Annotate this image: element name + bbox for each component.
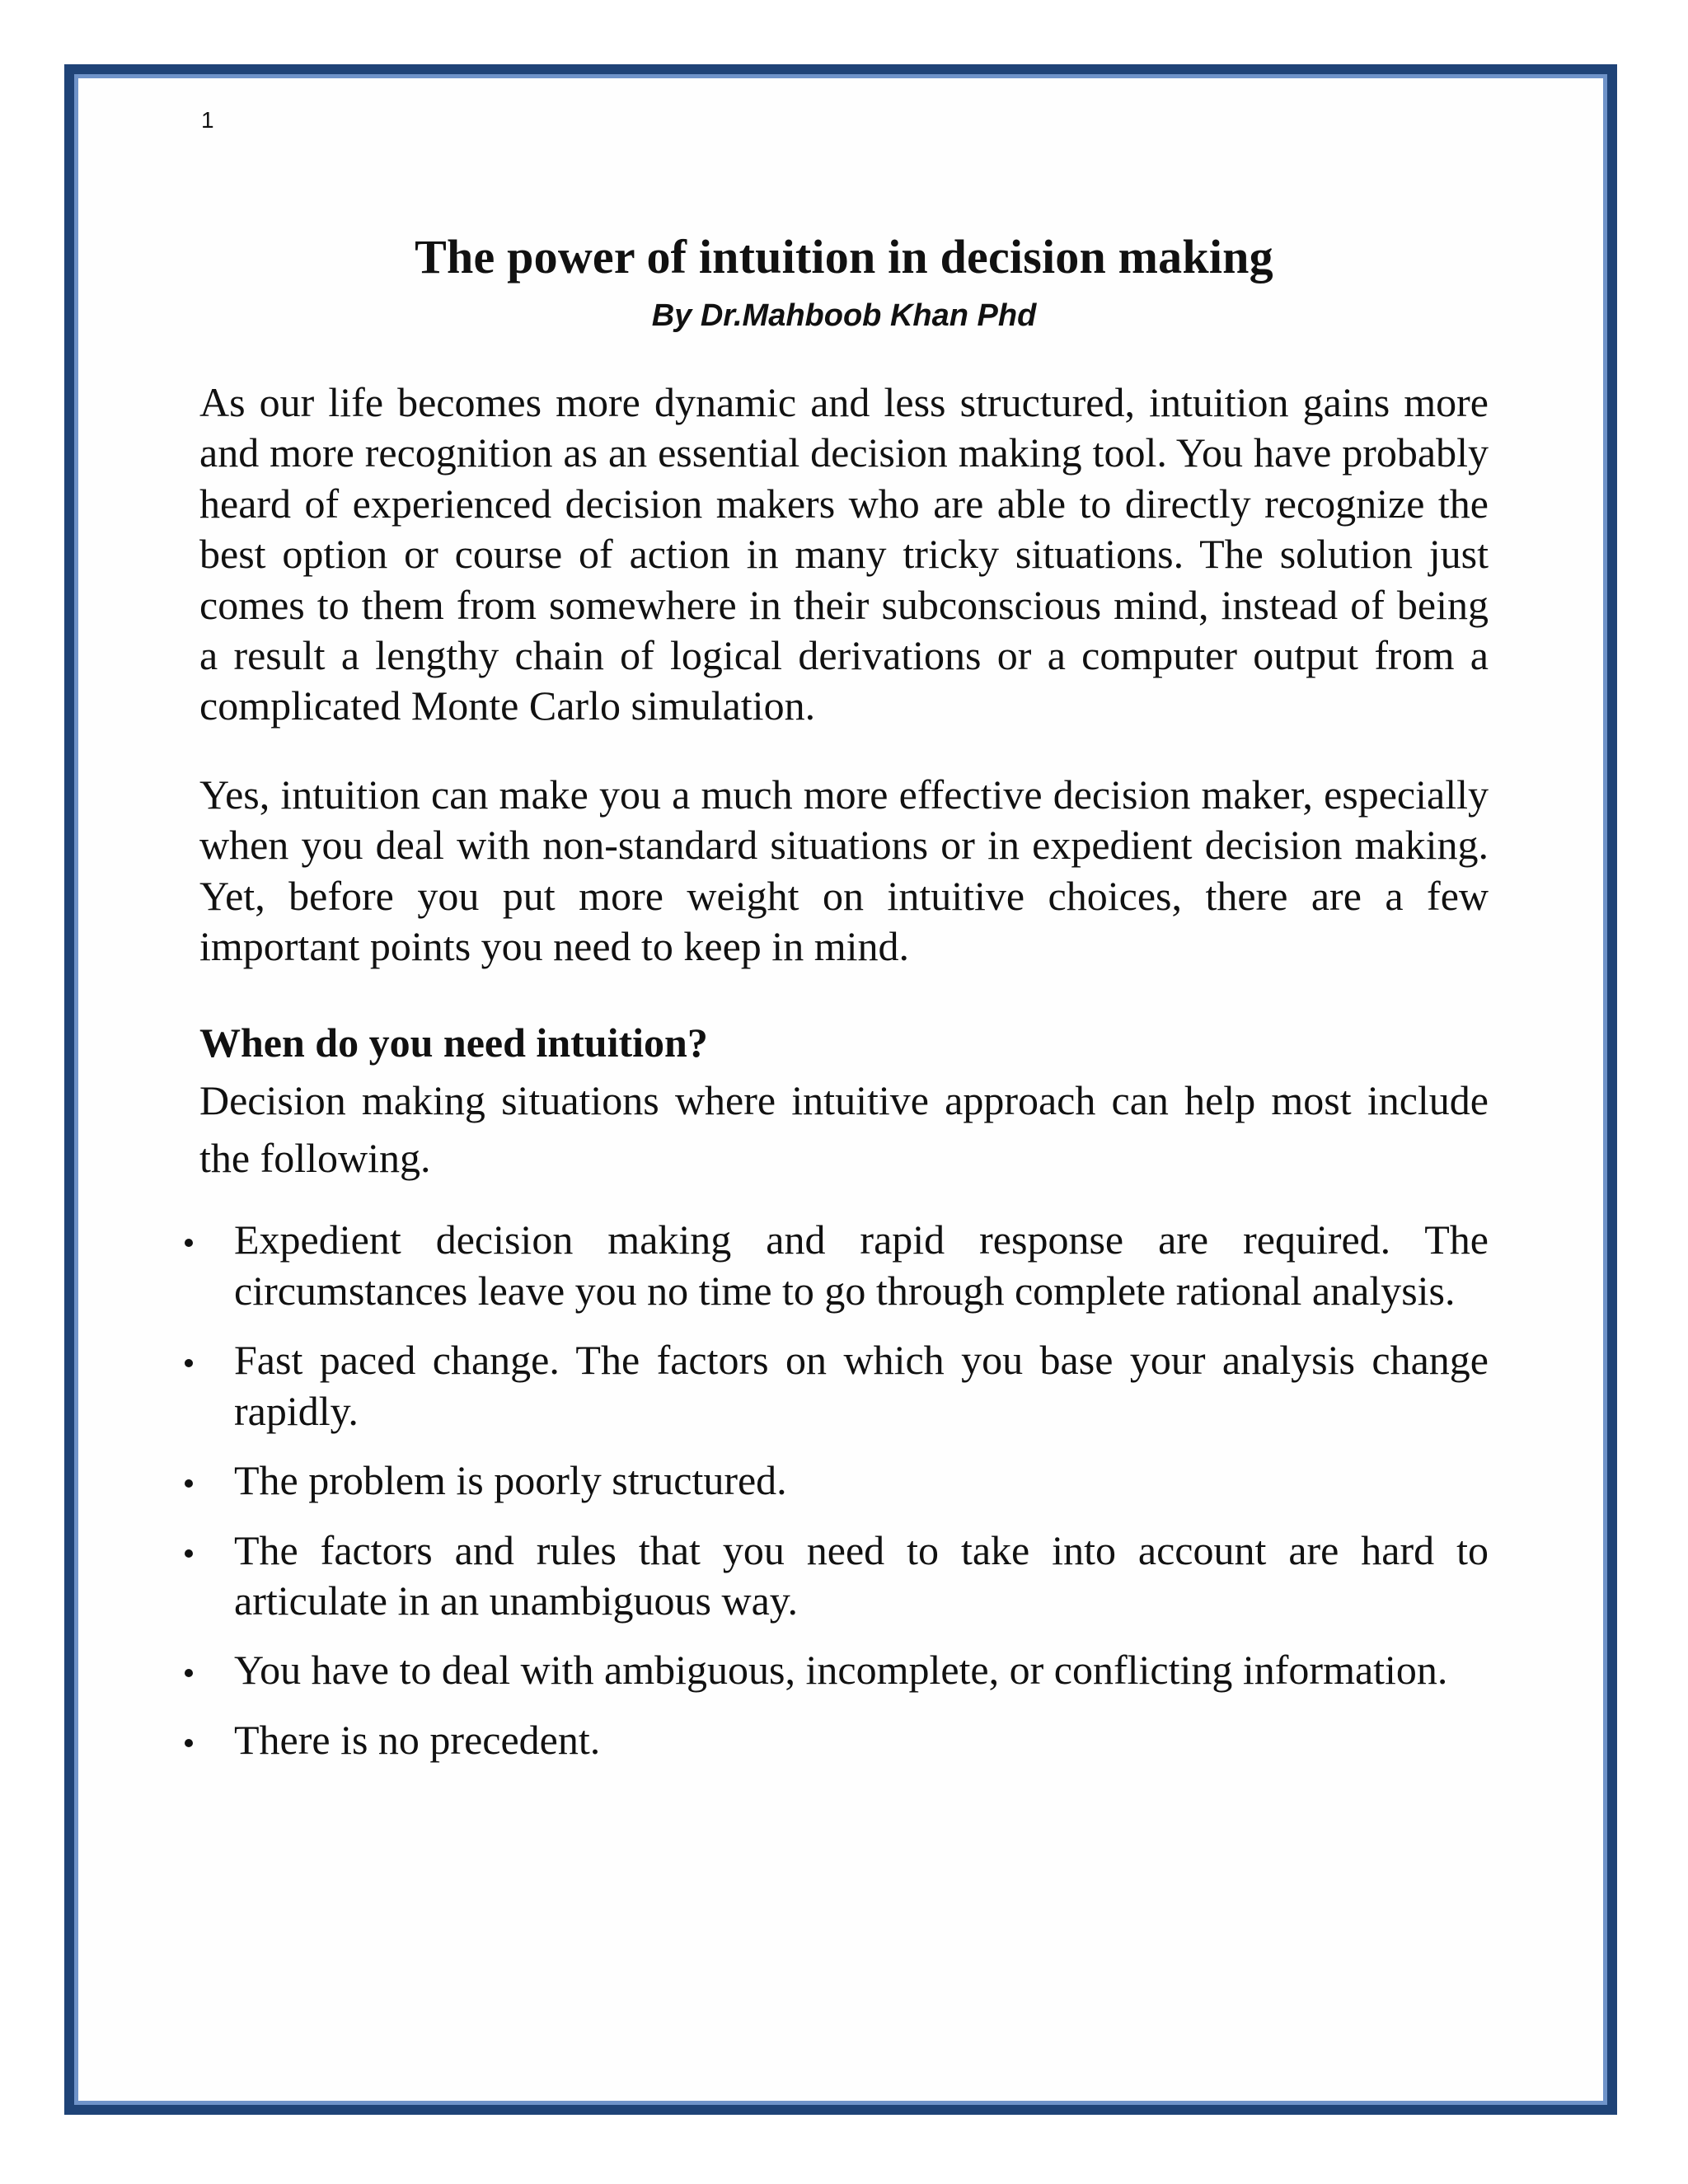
list-item [199,1215,1489,1316]
section-heading: When do you need intuition? [199,1019,708,1066]
list-item-text: You have to deal with ambiguous, incomplete, or conflicting information. [234,1647,1448,1694]
document-author: By Dr.Mahboob Khan Phd [651,298,1037,333]
paragraph: Yes, intuition can make you a much more effective decision maker, especially when you deal with non-standard situations or in expedient decision making. Yet, before you put more weight on intuitive choices, there are a few important points you need to keep in mind. [199,771,1489,970]
document-title: The power of intuition in decision making [415,230,1273,284]
document-content [199,223,1489,1784]
list-item [199,1455,1489,1506]
list-item-text: The factors and rules that you need to take into account are hard to articulate in an unambiguous way. [234,1526,1489,1624]
bullet-icon [185,1739,193,1747]
list-item [199,1715,1489,1765]
list-item [199,1526,1489,1627]
bullet-icon [185,1549,193,1558]
bullet-list [199,1215,1489,1765]
list-item-text: The problem is poorly structured. [234,1457,787,1504]
section-intro: Decision making situations where intuitive approach can help most include the following. [199,1077,1489,1182]
list-item [199,1645,1489,1695]
list-item-text: Fast paced change. The factors on which you base your analysis change rapidly. [234,1337,1489,1434]
list-item-text: Expedient decision making and rapid response are required. The circumstances leave you no time to go through complete rational analysis. [234,1216,1489,1314]
list-item [199,1335,1489,1436]
page-number: 1 [201,107,214,133]
paragraph: As our life becomes more dynamic and less structured, intuition gains more and more recognition as an essential decision making tool. You have probably heard of experienced decision makers who are able to directly recognize the best option or course of action in many tricky situations. The solution just comes to them from somewhere in their subconscious mind, instead of being a result a lengthy chain of logical derivations or a computer output from a complicated Monte Carlo simulation. [199,379,1489,729]
list-item-text: There is no precedent. [234,1716,601,1763]
